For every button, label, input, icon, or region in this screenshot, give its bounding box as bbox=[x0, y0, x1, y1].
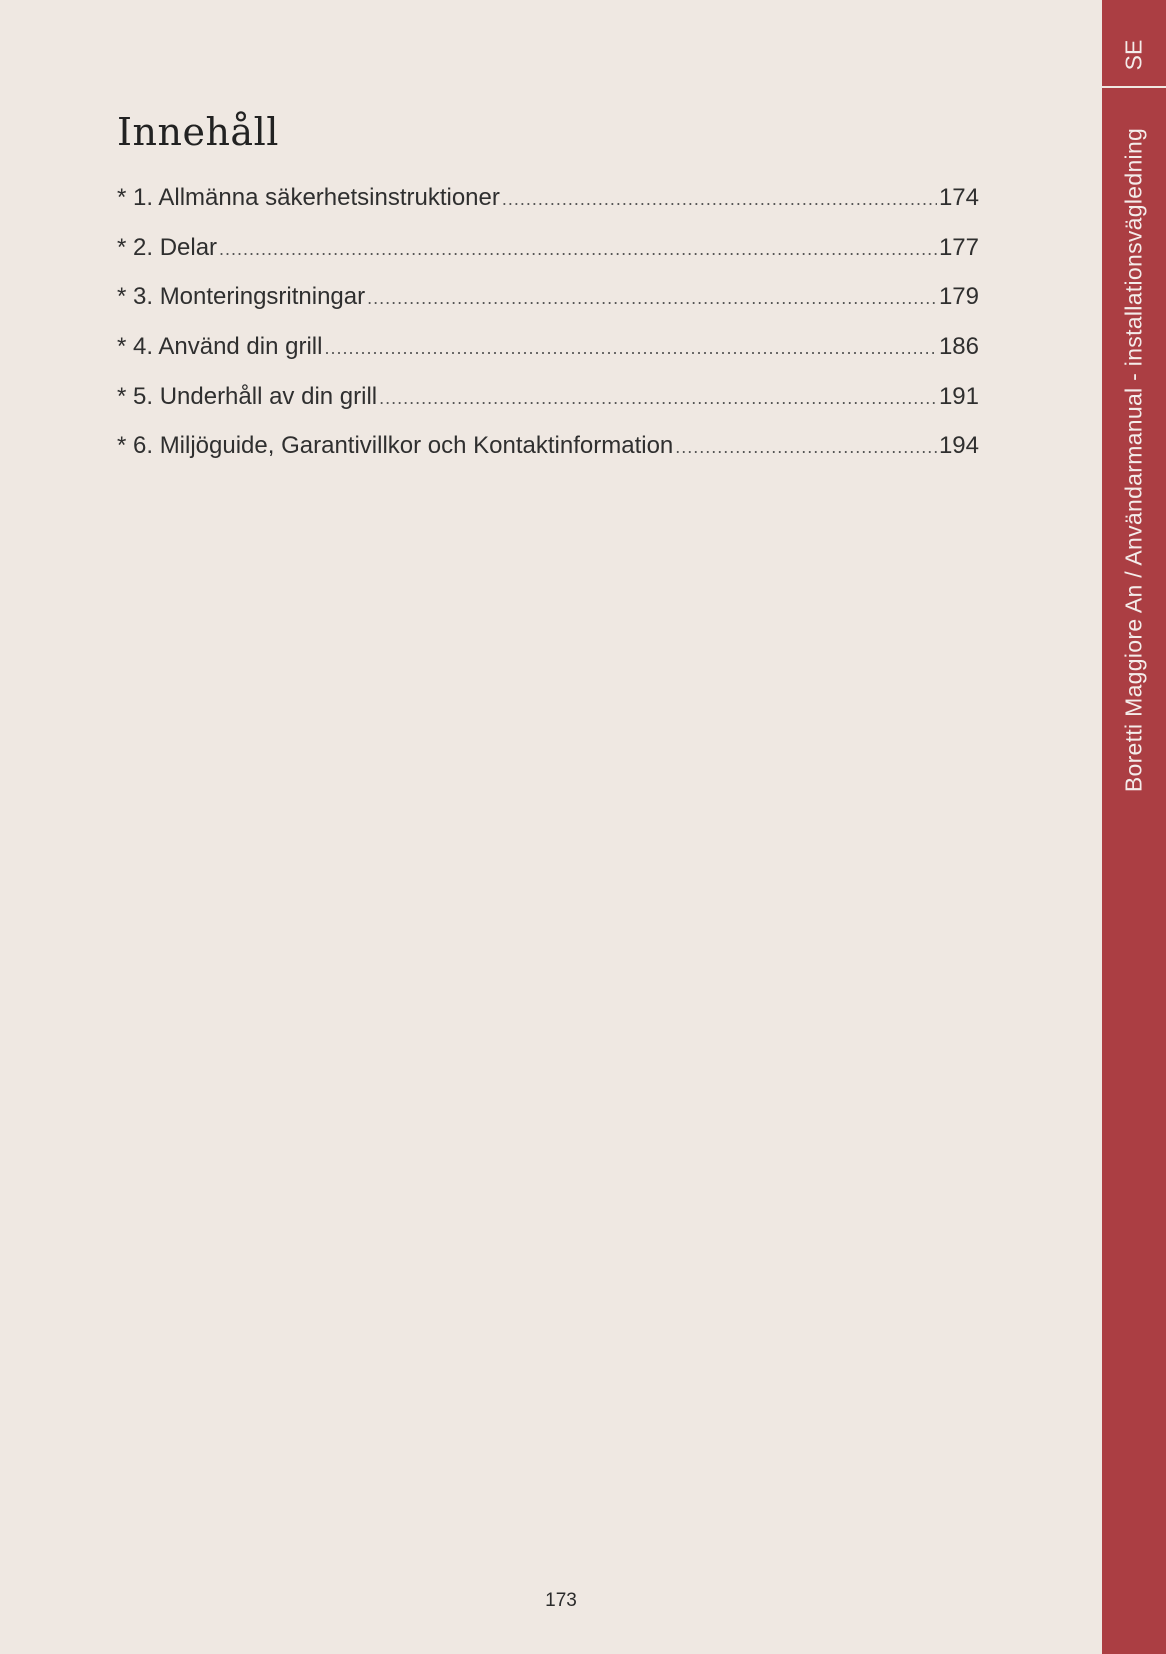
toc-entry[interactable] bbox=[117, 283, 979, 333]
toc-entry-label: * 2. Delar bbox=[117, 233, 218, 261]
side-band bbox=[1102, 0, 1166, 1654]
toc-dot-leader bbox=[219, 239, 937, 260]
toc-entry-page: 194 bbox=[938, 432, 979, 460]
page-title: Innehåll bbox=[117, 110, 279, 154]
toc-entry-label: * 6. Miljöguide, Garantivillkor och Kontaktinformation bbox=[117, 432, 674, 460]
toc-entry-page: 179 bbox=[938, 283, 979, 311]
toc-dot-leader bbox=[367, 288, 937, 309]
toc-dot-leader bbox=[324, 338, 936, 359]
toc-dot-leader bbox=[502, 189, 937, 210]
document-title-vertical: Boretti Maggiore An / Användarmanual - installationsvägledning bbox=[1120, 127, 1147, 793]
language-label: SE bbox=[1120, 39, 1147, 71]
toc-entry-page: 177 bbox=[938, 233, 979, 261]
toc-entry-label: * 4. Använd din grill bbox=[117, 333, 323, 361]
toc-entry-label: * 3. Monteringsritningar bbox=[117, 283, 366, 311]
toc-entry[interactable] bbox=[117, 333, 979, 383]
toc-entry-label: * 5. Underhåll av din grill bbox=[117, 382, 378, 410]
toc-dot-leader bbox=[675, 437, 937, 458]
toc-entry-page: 186 bbox=[938, 333, 979, 361]
toc-entry[interactable] bbox=[117, 184, 979, 234]
page-number: 173 bbox=[545, 1590, 577, 1611]
toc-entry[interactable] bbox=[117, 383, 979, 433]
toc-entry-page: 174 bbox=[938, 184, 979, 211]
language-tab bbox=[1102, 0, 1166, 88]
toc-entry-label: * 1. Allmänna säkerhetsinstruktioner bbox=[117, 184, 500, 211]
toc-entry-page: 191 bbox=[938, 382, 979, 410]
toc-entry[interactable] bbox=[117, 432, 979, 482]
table-of-contents bbox=[117, 184, 979, 482]
toc-entry[interactable] bbox=[117, 234, 979, 284]
toc-dot-leader bbox=[379, 388, 937, 409]
